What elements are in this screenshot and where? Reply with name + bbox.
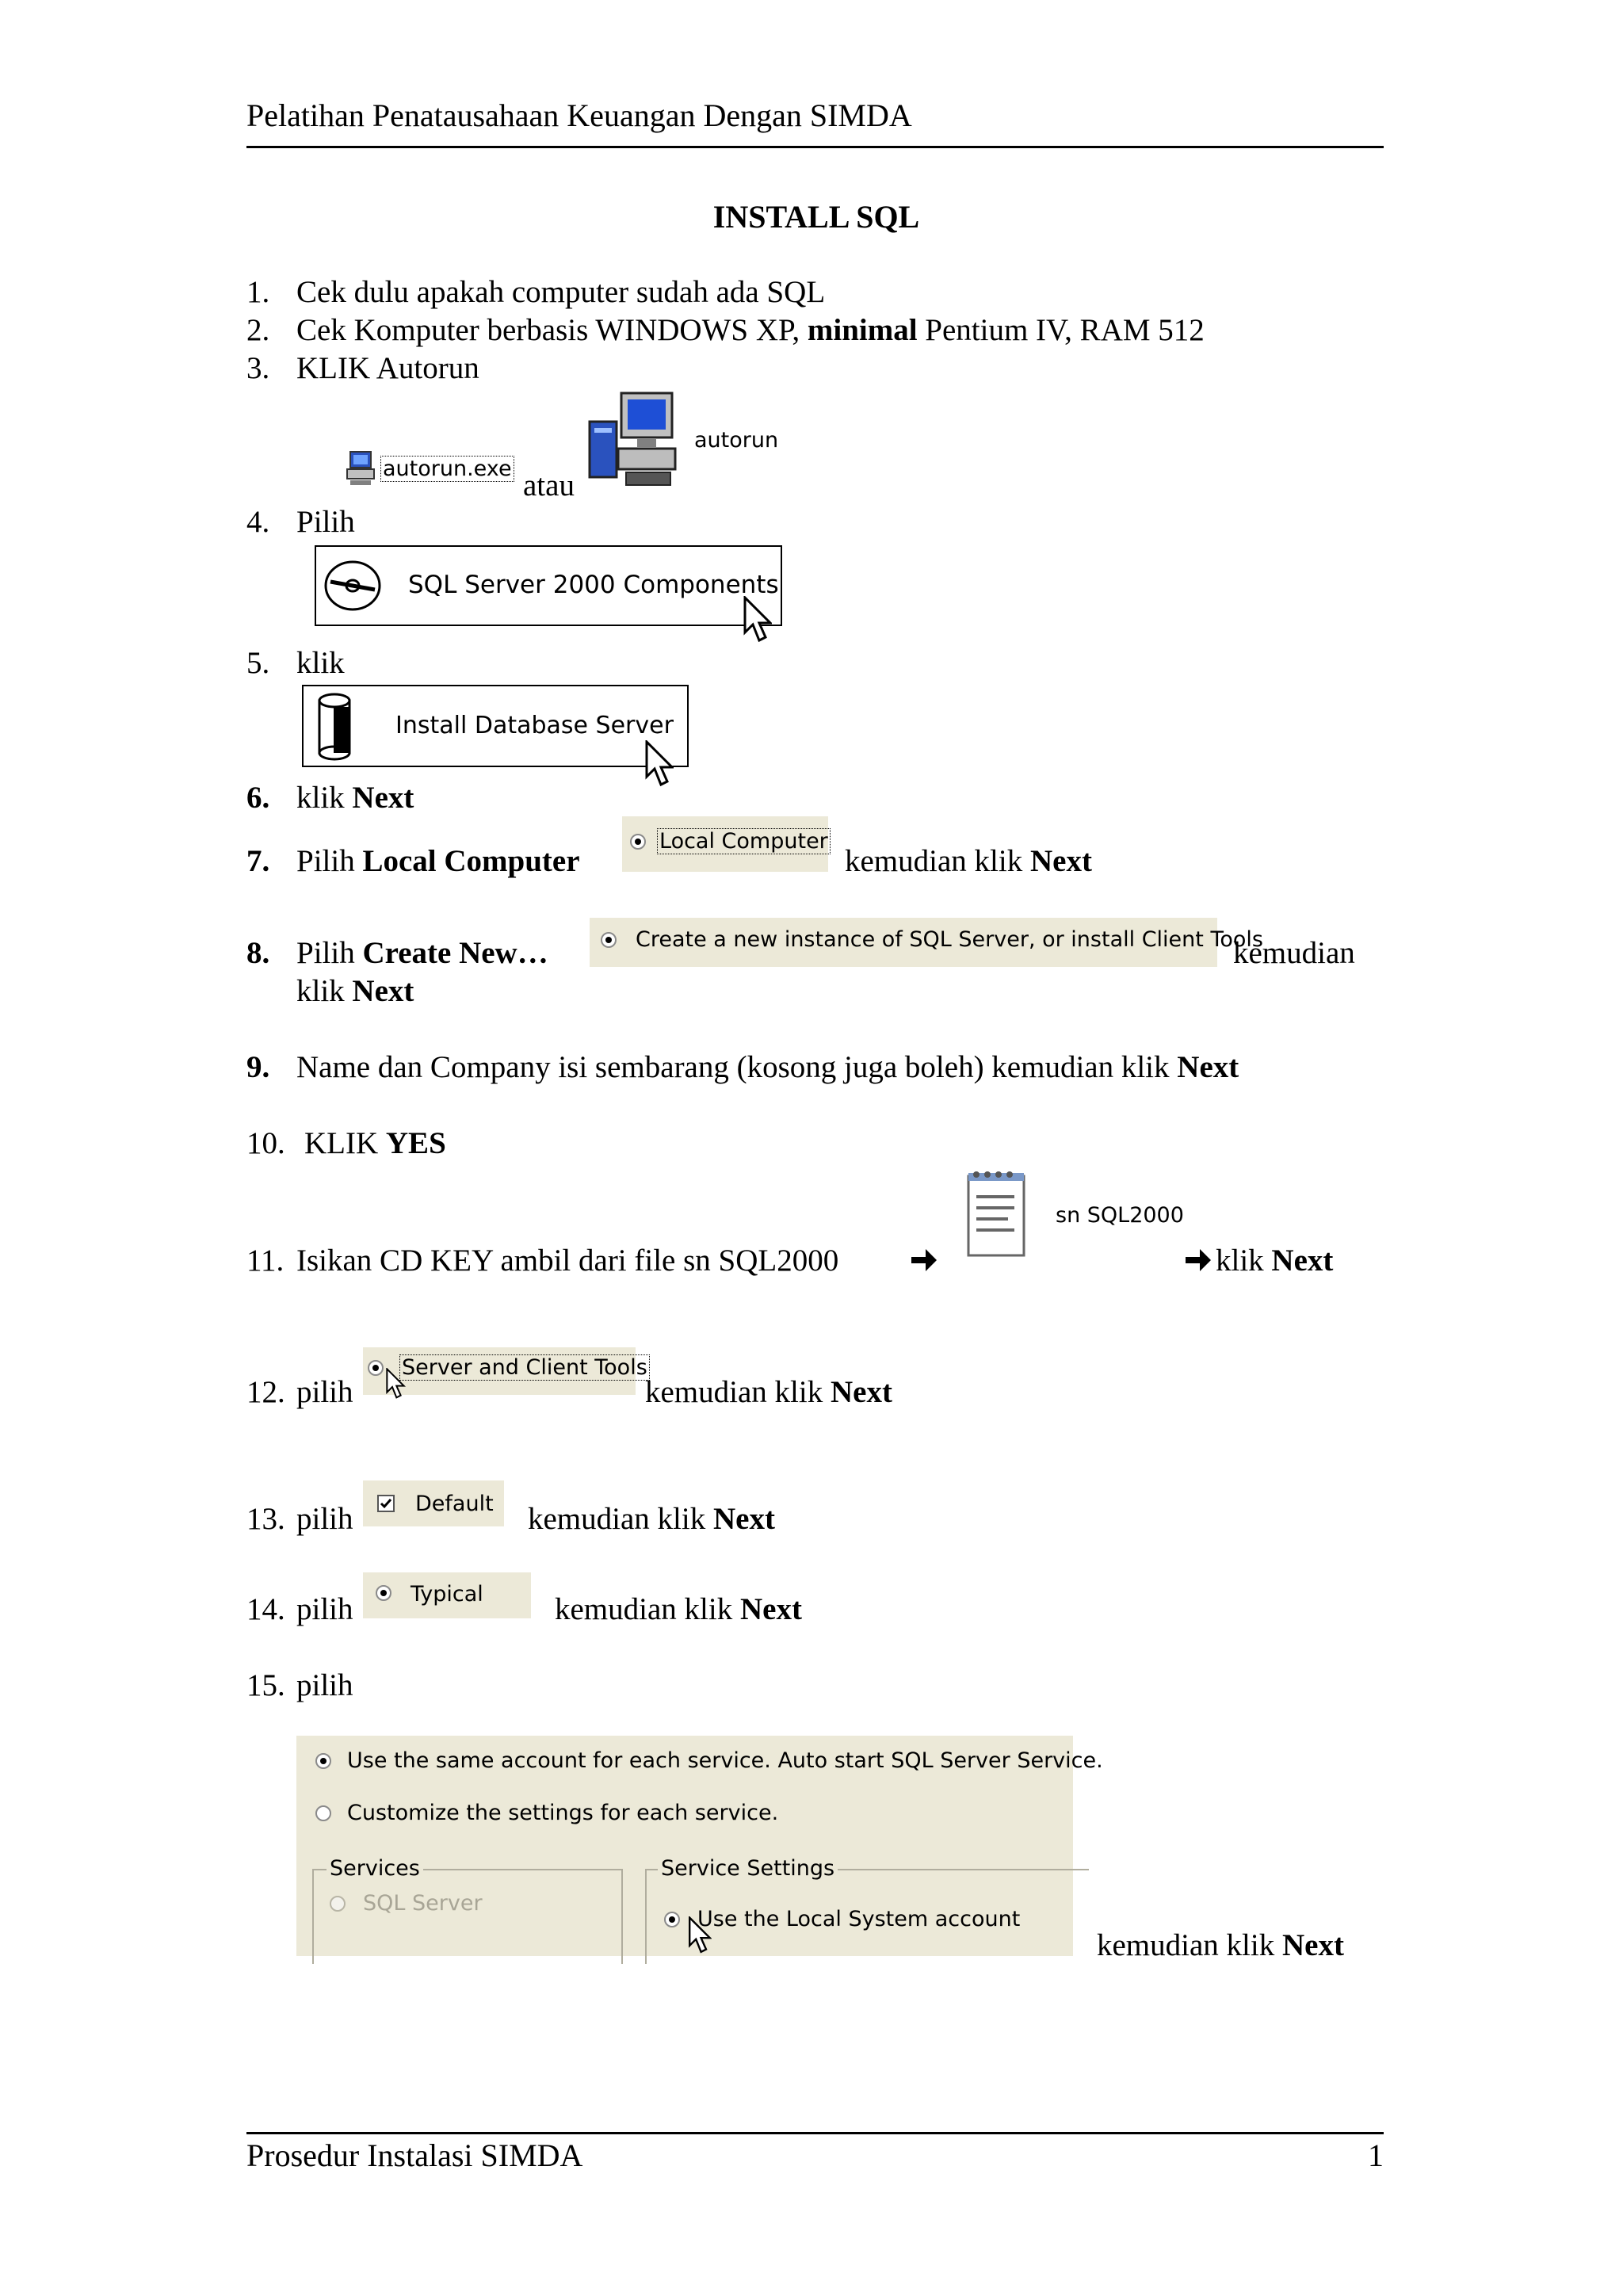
mouse-cursor-icon	[645, 740, 674, 792]
notepad-file-icon[interactable]	[964, 1168, 1030, 1262]
step-11-next: klik Next	[1216, 1244, 1334, 1278]
right-arrow-icon	[1184, 1246, 1212, 1274]
step-8-next: klik Next	[296, 974, 414, 1008]
default-instance-option[interactable]	[363, 1480, 504, 1526]
default-checkbox[interactable]	[377, 1495, 395, 1512]
step-6-number: 6.	[246, 781, 270, 815]
sql-server-service-label: SQL Server	[363, 1891, 483, 1916]
step-12-next: kemudian klik Next	[645, 1375, 892, 1409]
step-10-text: KLIK YES	[304, 1126, 446, 1160]
step-1-text: Cek dulu apakah computer sudah ada SQL	[296, 275, 826, 309]
database-cylinder-icon	[316, 693, 353, 761]
mouse-cursor-icon	[385, 1368, 406, 1404]
step-15-next: kemudian klik Next	[1097, 1928, 1344, 1962]
step-1-number: 1.	[246, 275, 270, 309]
step-15-text: pilih	[296, 1668, 353, 1702]
step-9-text: Name dan Company isi sembarang (kosong juga boleh) kemudian klik Next	[296, 1050, 1239, 1084]
page-number: 1	[1368, 2137, 1384, 2173]
step-10-number: 10.	[246, 1126, 285, 1160]
customize-settings-label: Customize the settings for each service.	[347, 1801, 779, 1825]
step-14-next: kemudian klik Next	[555, 1592, 802, 1626]
footer-title: Prosedur Instalasi SIMDA	[246, 2137, 583, 2173]
step-14-number: 14.	[246, 1592, 285, 1626]
step-13-text: pilih	[296, 1502, 353, 1536]
autorun-small-icon[interactable]	[346, 450, 377, 487]
create-new-instance-radio[interactable]	[601, 932, 617, 948]
step-12-text: pilih	[296, 1375, 353, 1409]
create-new-instance-option[interactable]	[590, 918, 1263, 967]
step-4-text: Pilih	[296, 505, 355, 539]
step-2-number: 2.	[246, 313, 270, 347]
step-7-next: kemudian klik Next	[845, 844, 1092, 878]
local-computer-radio-label: Local Computer	[657, 829, 831, 854]
server-client-tools-radio[interactable]	[368, 1360, 384, 1376]
right-arrow-icon	[910, 1246, 938, 1274]
step-9-number: 9.	[246, 1050, 270, 1084]
customize-settings-radio[interactable]	[315, 1805, 331, 1821]
step-5-number: 5.	[246, 646, 270, 680]
create-new-instance-label: Create a new instance of SQL Server, or install Client Tools	[636, 927, 1263, 952]
services-group-title: Services	[327, 1856, 423, 1881]
step-5-text: klik	[296, 646, 345, 680]
typical-radio[interactable]	[376, 1585, 391, 1601]
step-8-text: Pilih Create New…	[296, 936, 548, 970]
autorun-large-label[interactable]: autorun	[694, 428, 779, 453]
local-system-account-radio[interactable]	[664, 1912, 680, 1927]
step-13-number: 13.	[246, 1502, 285, 1536]
atau-text: atau	[523, 468, 575, 502]
page-header-title: Pelatihan Penatausahaan Keuangan Dengan SIMDA	[246, 97, 912, 133]
same-account-label: Use the same account for each service. Auto start SQL Server Service.	[347, 1748, 1103, 1773]
sql-server-service-radio[interactable]	[330, 1896, 346, 1912]
local-computer-radio[interactable]	[630, 834, 646, 850]
footer-rule	[246, 2132, 1384, 2134]
cd-disc-icon	[323, 558, 383, 613]
step-11-number: 11.	[246, 1244, 285, 1278]
step-14-text: pilih	[296, 1592, 353, 1626]
step-12-number: 12.	[246, 1375, 285, 1409]
sql-server-components-button[interactable]	[315, 545, 782, 626]
sn-sql2000-file-label[interactable]: sn SQL2000	[1056, 1203, 1184, 1228]
step-8-number: 8.	[246, 936, 270, 970]
step-11-text: Isikan CD KEY ambil dari file sn SQL2000	[296, 1244, 839, 1278]
local-system-account-label: Use the Local System account	[697, 1907, 1021, 1931]
step-13-next: kemudian klik Next	[528, 1502, 775, 1536]
services-group	[312, 1869, 623, 1964]
doc-title: INSTALL SQL	[712, 199, 920, 235]
step-4-number: 4.	[246, 505, 270, 539]
mouse-cursor-icon	[743, 596, 772, 648]
service-accounts-panel	[296, 1736, 1103, 1956]
step-15-number: 15.	[246, 1668, 285, 1702]
step-2-text: Cek Komputer berbasis WINDOWS XP, minimal Pentium IV, RAM 512	[296, 313, 1205, 347]
typical-setup-option[interactable]	[363, 1572, 531, 1618]
step-3-number: 3.	[246, 351, 270, 385]
install-database-server-button[interactable]	[302, 685, 689, 767]
header-rule	[246, 146, 1384, 148]
autorun-exe-label[interactable]: autorun.exe	[380, 457, 514, 481]
service-settings-group-title: Service Settings	[658, 1856, 838, 1881]
default-checkbox-label: Default	[415, 1492, 494, 1516]
step-8-kemudian: kemudian	[1233, 936, 1355, 970]
step-6-text: klik Next	[296, 781, 414, 815]
server-client-tools-label: Server and Client Tools	[399, 1355, 650, 1380]
typical-radio-label: Typical	[411, 1582, 483, 1606]
install-database-server-label: Install Database Server	[395, 712, 674, 739]
autorun-large-icon[interactable]	[586, 390, 682, 493]
mouse-cursor-icon	[688, 1916, 712, 1958]
step-3-text: KLIK Autorun	[296, 351, 479, 385]
step-7-number: 7.	[246, 844, 270, 878]
local-computer-option[interactable]	[622, 816, 828, 872]
sql-server-components-label: SQL Server 2000 Components	[408, 571, 779, 599]
same-account-radio[interactable]	[315, 1753, 331, 1769]
step-7-text: Pilih Local Computer	[296, 844, 580, 878]
